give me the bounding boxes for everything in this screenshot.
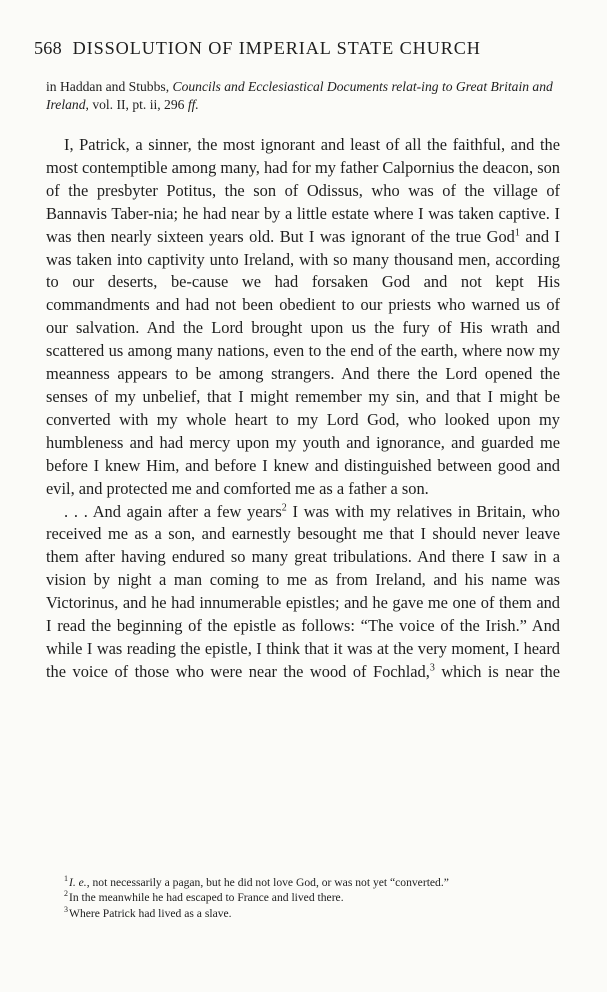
footnote-3-text: Where Patrick had lived as a slave. — [69, 906, 232, 920]
source-ff: ff. — [187, 97, 199, 112]
source-citation — [46, 78, 560, 114]
paragraph-1-text-b: and I was taken into captivity unto Ireland, with so many thousand men, according to our deserts, be-cause we had forsaken God and not kept His commandments and had not been obedient to our priests who warned us of our salvation. And the Lord brought upon us the fury of His wrath and scattered us among many nations, even to the end of the earth, where now my meanness appears to be among strangers. And there the Lord opened the senses of my unbelief, that I might remember my sin, and that I might be converted with my whole heart to my Lord God, who looked upon my humbleness and had mercy upon my youth and ignorance, and guarded me before I knew Him, and before I knew and distinguished between good and evil, and protected me and comforted me as a father a son. — [46, 226, 561, 498]
paragraph-2-text-a: . . . And again after a few years — [64, 501, 282, 521]
running-header — [34, 38, 574, 59]
footnote-2-text: In the meanwhile he had escaped to France and lived there. — [69, 891, 344, 905]
footnote-ref-3: 3 — [429, 662, 435, 674]
paragraph-2-text-c: which is near the — [434, 661, 560, 681]
main-text — [46, 134, 560, 684]
paragraph-2 — [46, 501, 560, 684]
footnote-1 — [46, 875, 560, 890]
footnote-ref-1: 1 — [514, 227, 520, 239]
page-number: 568 — [34, 38, 62, 58]
source-prefix: in Haddan and Stubbs, — [46, 79, 173, 94]
paragraph-1-text-a: I, Patrick, a sinner, the most ignorant and least of all the faithful, and the most contemptible among many, had for my father Calpornius the deacon, son of the presbyter Potitus, the son of Odissus, who was of the village of Bannavis Taber-nia; he had near by a little estate where I was taken captive. I was then nearly sixteen years old. But I was ignorant of the true God — [46, 135, 560, 246]
footnotes — [46, 875, 560, 921]
footnote-1-italic: I. e. — [69, 876, 87, 889]
footnote-2-marker: 2 — [64, 889, 68, 899]
running-title: DISSOLUTION OF IMPERIAL STATE CHURCH — [72, 38, 481, 58]
footnote-1-text: , not necessarily a pagan, but he did not love God, or was not yet “converted.” — [86, 876, 449, 889]
footnote-3 — [46, 906, 560, 921]
paragraph-1 — [46, 134, 560, 501]
footnote-ref-2: 2 — [281, 502, 287, 514]
source-title: Councils and Ecclesiastical Documents relat-ing to Great Britain and Ireland — [46, 79, 553, 112]
footnote-3-marker: 3 — [64, 904, 68, 914]
footnote-2 — [46, 890, 560, 905]
footnote-1-marker: 1 — [64, 874, 68, 884]
paragraph-2-text-b: I was with my relatives in Britain, who received me as a son, and earnestly besought me that I should never leave them after having endured so many great tribulations. And there I saw in a vision by night a man coming to me as from Ireland, and his name was Victorinus, and he had innumerable epistles; and he gave me one of them and I read the beginning of the epistle as follows: “The voice of the Irish.” And while I was reading the epistle, I think that it was at the very moment, I heard the voice of those who were near the wood of Fochlad, — [46, 501, 560, 681]
source-suffix: , vol. II, pt. ii, 296 — [85, 97, 188, 112]
